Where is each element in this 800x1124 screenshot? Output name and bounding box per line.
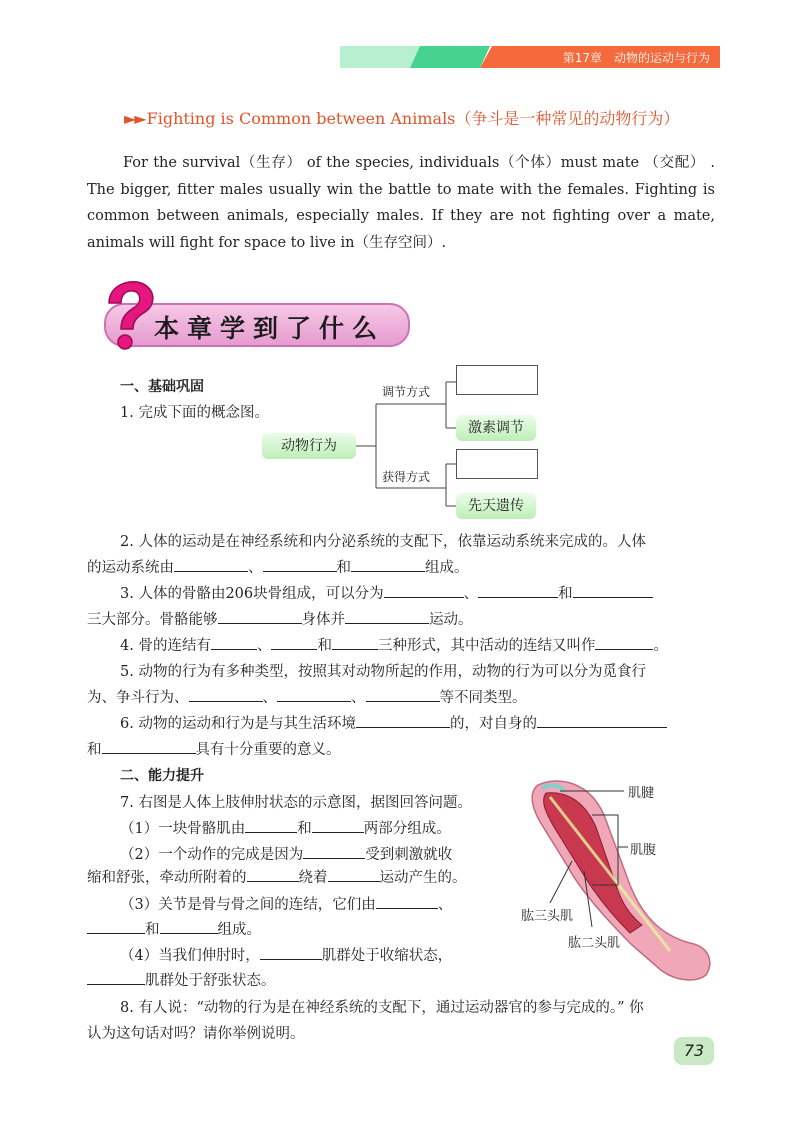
- question-5-line-1: 5. 动物的行为有多种类型，按照其对动物所起的作用，动物的行为可以分为觅食行: [120, 664, 646, 680]
- blank[interactable]: [102, 739, 196, 754]
- bone-shape: [550, 797, 670, 951]
- blank[interactable]: [87, 919, 145, 934]
- question-5-line-2: 为、争斗行为、 、 、 等不同类型。: [87, 686, 527, 707]
- question-7-4-line-2: 肌群处于舒张状态。: [87, 969, 276, 990]
- question-7-2-line-1: （2）一个动作的完成是因为 受到刺激就收: [120, 843, 452, 864]
- label-muscle-belly: 肌腹: [630, 843, 657, 858]
- blank[interactable]: [247, 867, 299, 882]
- question-4: 4. 骨的连结有 、 和 三种形式，其中活动的连结又叫作 。: [120, 634, 668, 655]
- section-heading-advanced: 二、能力提升: [120, 768, 204, 784]
- chapter-header: 第17章 动物的运动与行为: [562, 51, 710, 65]
- blank[interactable]: [312, 818, 364, 833]
- label-triceps: 肱三头肌: [521, 909, 574, 924]
- blank[interactable]: [537, 713, 667, 728]
- blank[interactable]: [260, 945, 322, 960]
- banner-title: 本章学到了什么: [154, 314, 386, 343]
- question-7-3-line-2: 和 组成。: [87, 918, 261, 939]
- question-1: 1. 完成下面的概念图。: [120, 405, 269, 421]
- concept-known-1: 激素调节: [456, 415, 536, 441]
- question-7-3-line-1: （3）关节是骨与骨之间的连结，它们由 、: [120, 893, 452, 914]
- question-7-2-line-2: 缩和舒张，牵动所附着的 绕着 运动产生的。: [87, 866, 467, 887]
- blank[interactable]: [595, 635, 653, 650]
- blank[interactable]: [303, 844, 365, 859]
- blank[interactable]: [328, 867, 380, 882]
- reading-title-text: Fighting is Common between Animals（争斗是一种常见的动物行为）: [146, 109, 680, 128]
- question-6-line-1: 6. 动物的运动和行为是与其生活环境 的，对自身的: [120, 712, 667, 733]
- question-7-4-line-1: （4）当我们伸肘时， 肌群处于收缩状态，: [120, 944, 452, 965]
- blank[interactable]: [160, 919, 218, 934]
- arrow-bullet-icon: ►►: [124, 109, 145, 128]
- concept-known-2: 先天遗传: [456, 493, 536, 519]
- blank[interactable]: [573, 583, 653, 598]
- blank[interactable]: [189, 687, 263, 702]
- blank[interactable]: [245, 818, 297, 833]
- label-biceps: 肱二头肌: [568, 936, 621, 951]
- blank[interactable]: [345, 609, 429, 624]
- blank[interactable]: [174, 557, 248, 572]
- question-2-line-2: 的运动系统由 、 和 组成。: [87, 556, 469, 577]
- question-7: 7. 右图是人体上肢伸肘状态的示意图，据图回答问题。: [120, 795, 472, 811]
- question-8-line-1: 8. 有人说：“动物的行为是在神经系统的支配下，通过运动器官的参与完成的。” 你: [120, 1000, 644, 1016]
- question-8-line-2: 认为这句话对吗？请你举例说明。: [87, 1026, 305, 1042]
- reading-title: [124, 106, 679, 129]
- question-6-line-2: 和 具有十分重要的意义。: [87, 738, 341, 759]
- question-3-line-2: 三大部分。骨骼能够 身体并 运动。: [87, 608, 473, 629]
- concept-root: 动物行为: [262, 433, 356, 459]
- reading-passage: [87, 150, 715, 256]
- blank[interactable]: [332, 635, 378, 650]
- concept-branch2-label: 获得方式: [382, 470, 431, 484]
- blank[interactable]: [263, 557, 337, 572]
- section-heading-basic: 一、基础巩固: [120, 379, 204, 395]
- blank[interactable]: [376, 894, 438, 909]
- blank[interactable]: [351, 557, 425, 572]
- question-2-line-1: 2. 人体的运动是在神经系统和内分泌系统的支配下，依靠运动系统来完成的。人体: [120, 534, 646, 550]
- concept-blank-box-1[interactable]: [456, 365, 538, 395]
- page-number: 73: [674, 1037, 714, 1065]
- question-7-1: （1）一块骨骼肌由 和 两部分组成。: [120, 817, 451, 838]
- blank[interactable]: [271, 635, 317, 650]
- arm-muscle-diagram: [520, 775, 720, 985]
- blank[interactable]: [277, 687, 351, 702]
- reading-paragraph: For the survival（生存） of the species, individuals（个体）must mate （交配） . The bigger, fitter males usually win the battle to mate with the females. Fighting is common between animals, especially males. If they are not fighting over a mate, animals will fight for space to live in（生存空间）.: [87, 155, 715, 251]
- blank[interactable]: [87, 970, 145, 985]
- question-3-line-1: 3. 人体的骨骼由206块骨组成，可以分为 、 和: [120, 582, 653, 603]
- header-stripe-green: [410, 46, 490, 68]
- blank[interactable]: [384, 583, 464, 598]
- blank[interactable]: [478, 583, 558, 598]
- blank[interactable]: [218, 609, 302, 624]
- concept-branch1-label: 调节方式: [382, 385, 431, 399]
- blank[interactable]: [366, 687, 440, 702]
- concept-blank-box-2[interactable]: [456, 449, 538, 479]
- label-tendon: 肌腱: [628, 786, 655, 801]
- blank[interactable]: [356, 713, 450, 728]
- blank[interactable]: [211, 635, 257, 650]
- header-stripe-light: [340, 46, 420, 68]
